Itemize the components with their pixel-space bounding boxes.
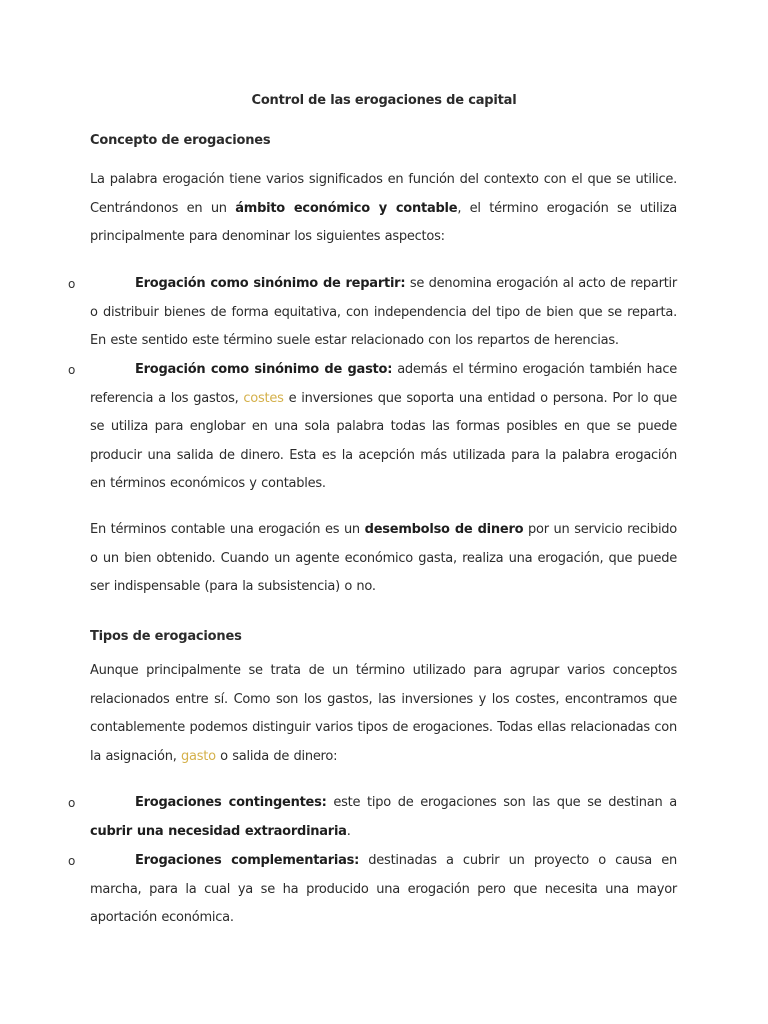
types-intro-text-2: o salida de dinero: xyxy=(215,748,338,764)
bullet-marker: o xyxy=(68,363,76,377)
item-text: destinadas a cubrir un proyecto o causa en marcha, para la cual ya se ha producido una erogación pero que necesita una mayor aportación económica. xyxy=(90,853,678,925)
intro-text-2: , el término erogación se utiliza principalmente para denominar los siguientes aspectos: xyxy=(90,200,678,244)
item-text-end: . xyxy=(346,823,351,839)
list-item-gasto xyxy=(90,356,677,499)
costes-link[interactable]: costes xyxy=(243,390,284,406)
summary-text-1: En términos contable una erogación es un xyxy=(90,522,365,537)
item-text: este tipo de erogaciones son las que se destinan a xyxy=(326,795,677,810)
item-bold-label: Erogación como sinónimo de repartir: xyxy=(135,276,406,291)
item-text: se denomina erogación al acto de repartir o distribuir bienes de forma equitativa, con independencia del tipo de bien que se reparta. En este sentido este término suele estar relacionado con los repartos de herencias. xyxy=(90,276,678,348)
section-heading-tipos: Tipos de erogaciones xyxy=(90,629,242,644)
document-title: Control de las erogaciones de capital xyxy=(251,93,517,108)
summary-text-2: por un servicio recibido o un bien obtenido. Cuando un agente económico gasta, realiza una erogación, que puede ser indispensable (para la subsistencia) o no. xyxy=(90,522,678,594)
section-heading-concepto: Concepto de erogaciones xyxy=(90,133,271,148)
item-text-2: e inversiones que soporta una entidad o persona. Por lo que se utiliza para englobar en una sola palabra todas las formas posibles en que se puede producir una salida de dinero. Esta es la acepción más utilizada para la palabra erogación en términos económicos y contables. xyxy=(90,390,677,491)
intro-paragraph xyxy=(90,166,677,252)
summary-bold: desembolso de dinero xyxy=(364,522,524,537)
bullet-marker: o xyxy=(68,854,76,868)
item-bold-label: Erogación como sinónimo de gasto: xyxy=(135,362,393,377)
item-bold-phrase: cubrir una necesidad extraordinaria xyxy=(90,823,347,839)
list-item-complementarias xyxy=(90,847,677,933)
list-item-contingentes xyxy=(90,789,677,846)
types-intro-paragraph xyxy=(90,657,677,771)
item-text-1: además el término erogación también hace referencia a los gastos, xyxy=(90,362,677,406)
bullet-marker: o xyxy=(68,277,76,291)
intro-text-1: La palabra erogación tiene varios significados en función del contexto con el que se utilice. Centrándonos en un xyxy=(90,172,677,216)
intro-bold: ámbito económico y contable xyxy=(235,200,458,216)
list-item-repartir xyxy=(90,270,677,356)
summary-paragraph xyxy=(90,516,677,602)
item-bold-label: Erogaciones contingentes: xyxy=(135,795,327,810)
item-bold-label: Erogaciones complementarias: xyxy=(135,853,360,868)
gasto-link[interactable]: gasto xyxy=(181,748,216,764)
bullet-marker: o xyxy=(68,796,76,810)
types-intro-text-1: Aunque principalmente se trata de un término utilizado para agrupar varios conceptos relacionados entre sí. Como son los gastos, las inversiones y los costes, encontramos que contablemente podemos distinguir varios tipos de erogaciones. Todas ellas relacionadas con la asignación, xyxy=(90,663,677,764)
